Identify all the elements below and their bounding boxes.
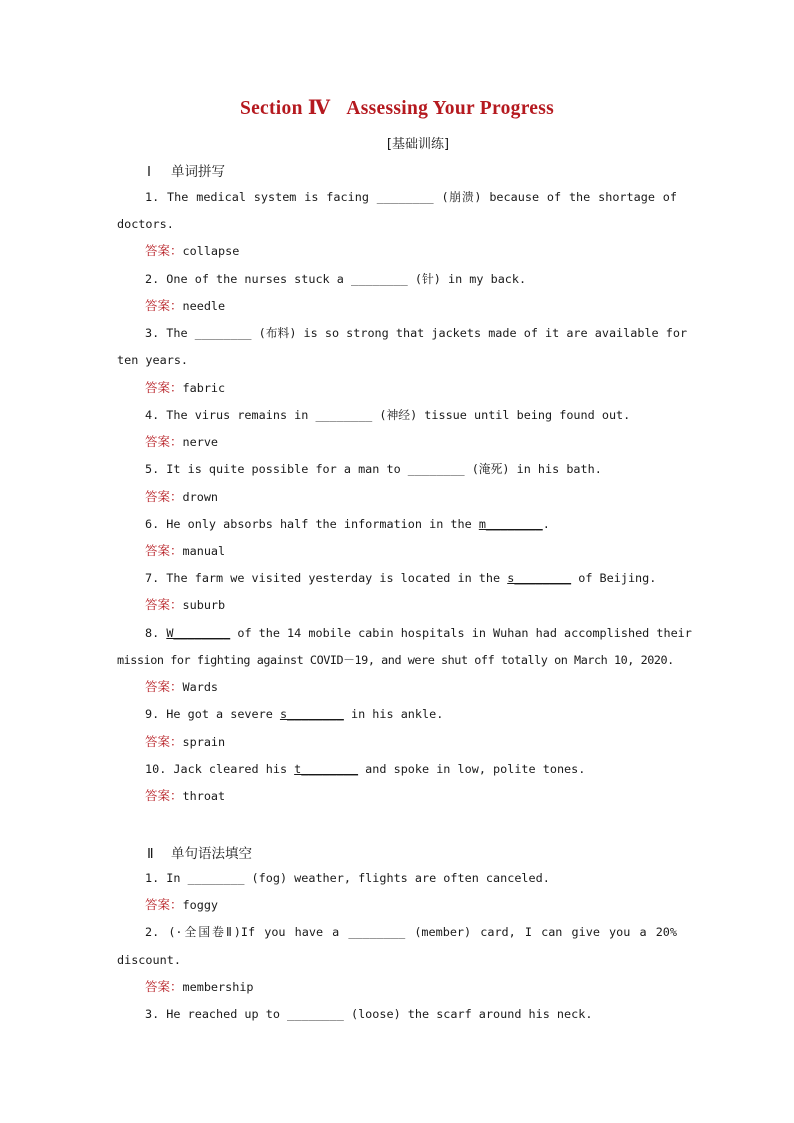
question-8-line-2: mission for fighting against COVID－19, and were shut off totally on March 10, 2020. [117,653,674,667]
blank: m________ [478,517,543,531]
answer-8 [145,679,677,695]
page-title [0,96,794,120]
answer-1 [145,243,677,259]
section-2-heading [147,842,252,862]
grammar-question-1-line-1: 1. In ________ (fog) weather, flights are often canceled. [145,871,550,885]
question-3-line-2: ten years. [117,353,189,367]
title-section: Section Ⅳ [239,98,331,119]
answer-5 [145,489,677,505]
answer-label: 答案： [145,489,183,504]
answer-value: fabric [182,381,226,395]
answer-value: Wards [182,680,219,694]
answer-value: manual [182,544,226,558]
answer-label: 答案： [145,434,183,449]
answer-7 [145,597,677,613]
answer-value: nerve [182,435,219,449]
answer-label: 答案： [145,543,183,558]
answer-label: 答案： [145,734,183,749]
grammar-question-2-line-2: discount. [117,953,181,967]
grammar-answer-2 [145,979,677,995]
question-3-line-1: 3. The ________ (布料) is so strong that jackets made of it are available for [145,326,688,340]
answer-label: 答案： [145,243,183,258]
question-1-line-1: 1. The medical system is facing ________ (崩溃) because of the shortage of [145,190,677,204]
question-1-line-2: doctors. [117,217,174,231]
answer-value: suburb [182,598,226,612]
answer-2 [145,298,677,314]
answer-label: 答案： [145,380,183,395]
question-5-line-1: 5. It is quite possible for a man to ________ (淹死) in his bath. [145,462,602,476]
section-1-title: 单词拼写 [171,164,225,180]
question-9-line-1: 9. He got a severe s________ in his ankle. [145,707,444,721]
section-1-numeral: Ⅰ [147,164,151,180]
question-2-line-1: 2. One of the nurses stuck a ________ (针) in my back. [145,272,527,286]
subtitle: [基础训练] [386,137,450,152]
answer-9 [145,734,677,750]
section-2-numeral: Ⅱ [147,846,154,862]
answer-label: 答案： [145,679,183,694]
question-6-line-1: 6. He only absorbs half the information in the m________. [145,517,550,531]
section-2-title: 单句语法填空 [171,846,252,862]
blank: W________ [166,626,231,640]
answer-value: drown [182,490,219,504]
answer-value: membership [182,980,254,994]
answer-label: 答案： [145,298,183,313]
answer-3 [145,380,677,396]
grammar-answer-1 [145,897,677,913]
answer-10 [145,788,677,804]
answer-4 [145,434,677,450]
question-8-line-1: 8. W________ of the 14 mobile cabin hospitals in Wuhan had accomplished their [145,626,692,640]
question-10-line-1: 10. Jack cleared his t________ and spoke in low, polite tones. [145,762,586,776]
answer-value: collapse [182,244,240,258]
blank: t________ [294,762,359,776]
answer-value: throat [182,789,226,803]
question-7-line-1: 7. The farm we visited yesterday is located in the s________ of Beijing. [145,571,657,585]
blank: s________ [279,707,344,721]
blank: s________ [507,571,572,585]
section-1-heading [147,160,225,180]
answer-label: 答案： [145,897,183,912]
title-heading: Assessing Your Progress [346,98,555,119]
answer-label: 答案： [145,979,183,994]
answer-value: needle [182,299,226,313]
answer-value: foggy [182,898,219,912]
grammar-question-2-line-1: 2. (·全国卷Ⅱ)If you have a ________ (member) card, I can give you a 20% [145,925,677,939]
answer-label: 答案： [145,597,183,612]
answer-6 [145,543,677,559]
question-4-line-1: 4. The virus remains in ________ (神经) tissue until being found out. [145,408,631,422]
answer-label: 答案： [145,788,183,803]
answer-value: sprain [182,735,226,749]
grammar-question-3-line-1: 3. He reached up to ________ (loose) the scarf around his neck. [145,1007,593,1021]
